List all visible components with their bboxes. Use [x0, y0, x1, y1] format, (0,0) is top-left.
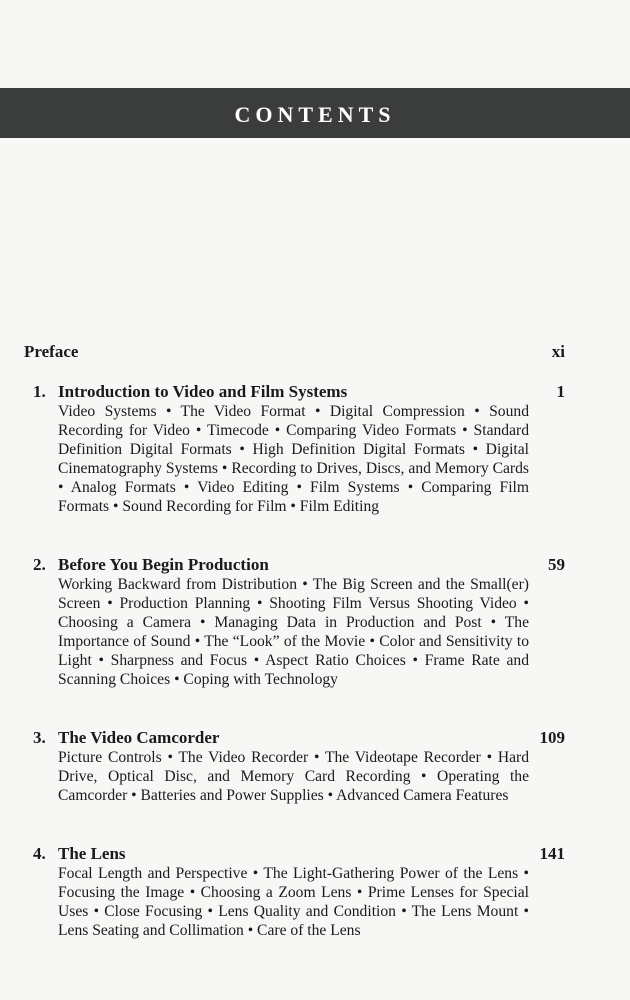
chapter-2-topics: Working Backward from Distribution • The Big Screen and the Small(er) Screen • Production Planning • Shooting Film Versus Shooting Video • Choosing a Camera • Managing Data in Production and Post • The Importance of Sound • The “Look” of the Movie • Color and Sensitivity to Light • Sharpness and Focus • Aspect Ratio Choices • Frame Rate and Scanning Choices • Coping with Technology	[58, 576, 529, 688]
chapter-3-heading[interactable]	[33, 727, 565, 749]
preface-page-number: xi	[551, 342, 565, 361]
chapter-number: 4.	[33, 844, 46, 863]
page-title: CONTENTS	[234, 102, 396, 127]
chapter-title: The Lens	[58, 844, 126, 863]
chapter-number: 1.	[33, 382, 46, 401]
chapter-title: Introduction to Video and Film Systems	[58, 382, 348, 401]
preface-label: Preface	[24, 342, 79, 361]
chapter-2-heading[interactable]	[33, 554, 565, 576]
chapter-page-number: 109	[539, 728, 565, 747]
chapter-number: 3.	[33, 728, 46, 747]
chapter-page-number: 141	[539, 844, 565, 863]
chapter-3-topics: Picture Controls • The Video Recorder • The Videotape Recorder • Hard Drive, Optical Disc, and Memory Card Recording • Operating the Camcorder • Batteries and Power Supplies • Advanced Camera Features	[58, 749, 529, 804]
contents-banner	[0, 88, 630, 138]
chapter-title: The Video Camcorder	[58, 728, 220, 747]
chapter-1-topics: Video Systems • The Video Format • Digital Compression • Sound Recording for Video • Timecode • Comparing Video Formats • Standard Definition Digital Formats • High Definition Digital Formats • Digital Cinematography Systems • Recording to Drives, Discs, and Memory Cards • Analog Formats • Video Editing • Film Systems • Comparing Film Formats • Sound Recording for Film • Film Editing	[58, 403, 529, 515]
chapter-title: Before You Begin Production	[58, 555, 269, 574]
toc-entry-preface[interactable]	[24, 341, 565, 363]
chapter-4-topics: Focal Length and Perspective • The Light-Gathering Power of the Lens • Focusing the Image • Choosing a Zoom Lens • Prime Lenses for Special Uses • Close Focusing • Lens Quality and Condition • The Lens Mount • Lens Seating and Collimation • Care of the Lens	[58, 865, 529, 939]
chapter-page-number: 1	[556, 382, 565, 401]
chapter-4-heading[interactable]	[33, 843, 565, 865]
chapter-1-heading[interactable]	[33, 381, 565, 403]
chapter-page-number: 59	[548, 555, 565, 574]
chapter-number: 2.	[33, 555, 46, 574]
